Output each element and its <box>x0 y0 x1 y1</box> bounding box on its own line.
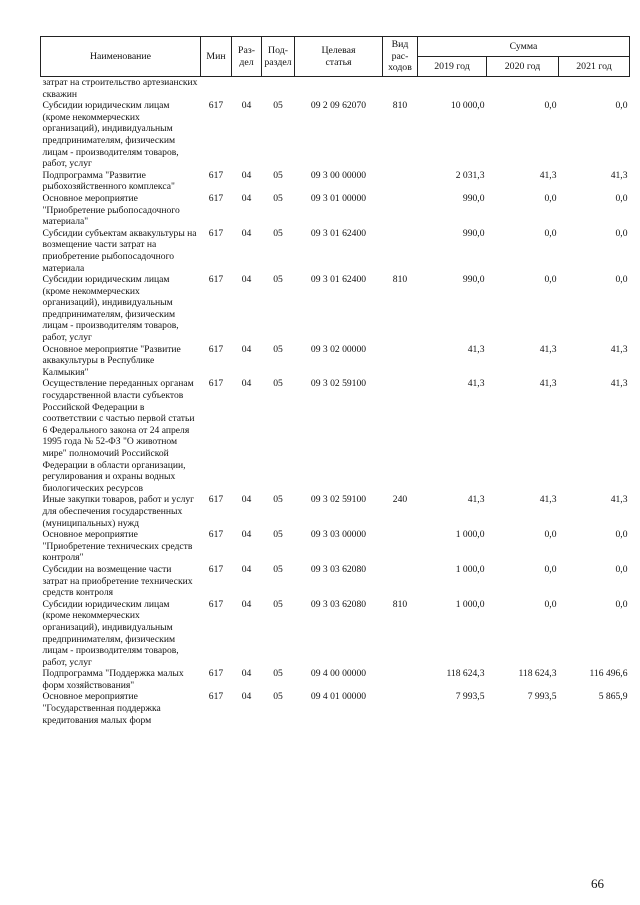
table-row <box>41 529 630 564</box>
row-razdel: 04 <box>241 100 252 112</box>
header-summa: Сумма <box>418 37 630 57</box>
row-2021: 0,0 <box>615 529 628 541</box>
row-min: 617 <box>208 691 224 703</box>
row-2019: 41,3 <box>467 343 485 355</box>
row-razdel: 04 <box>241 494 252 506</box>
row-name: Основное мероприятие "Государственная поддержка кредитования малых форм <box>42 691 161 726</box>
row-2020: 41,3 <box>539 494 557 506</box>
row-razdel: 04 <box>241 192 252 204</box>
row-podrazdel: 05 <box>273 691 283 703</box>
table-row <box>41 378 630 494</box>
row-vid: 810 <box>392 274 408 286</box>
row-target: 09 4 01 00000 <box>310 691 367 703</box>
row-target: 09 4 00 00000 <box>310 668 367 680</box>
row-target: 09 3 01 62400 <box>310 227 367 239</box>
row-2019: 990,0 <box>462 192 485 204</box>
row-2019: 41,3 <box>467 378 485 390</box>
row-2019: 118 624,3 <box>446 668 485 680</box>
row-name: затрат на строительство артезианских скважин <box>42 77 198 100</box>
row-2019: 10 000,0 <box>450 100 485 112</box>
row-target: 09 3 03 62080 <box>310 598 367 610</box>
row-2021: 0,0 <box>615 192 628 204</box>
table-row <box>41 344 630 379</box>
row-podrazdel: 05 <box>273 378 283 390</box>
header-2019: 2019 год <box>418 57 487 77</box>
row-name: Подпрограмма "Поддержка малых форм хозяйствования" <box>42 668 184 691</box>
row-podrazdel: 05 <box>273 494 283 506</box>
row-min: 617 <box>208 169 224 181</box>
table-row <box>41 100 630 170</box>
table-row <box>41 668 630 691</box>
row-podrazdel: 05 <box>273 274 283 286</box>
row-2021: 5 865,9 <box>598 691 628 703</box>
row-vid <box>383 378 418 494</box>
row-2019: 990,0 <box>462 274 485 286</box>
row-vid: 810 <box>392 100 408 112</box>
row-target: 09 3 03 00000 <box>310 529 367 541</box>
row-razdel: 04 <box>241 274 252 286</box>
row-name: Иные закупки товаров, работ и услуг для обеспечения государственных (муниципальных) нужд <box>42 494 195 529</box>
row-razdel: 04 <box>241 691 252 703</box>
row-2019 <box>418 77 487 101</box>
row-2020 <box>487 77 559 101</box>
row-podrazdel: 05 <box>273 169 283 181</box>
header-vid: Вид рас- ходов <box>383 37 418 77</box>
row-vid <box>383 77 418 101</box>
row-target: 09 3 01 00000 <box>310 192 367 204</box>
row-name: Основное мероприятие "Приобретение технических средств контроля" <box>42 529 193 564</box>
header-2020: 2020 год <box>487 57 559 77</box>
row-2021: 0,0 <box>615 274 628 286</box>
row-vid <box>383 691 418 726</box>
row-2020: 0,0 <box>544 227 557 239</box>
row-vid: 810 <box>392 598 408 610</box>
row-target: 09 3 03 62080 <box>310 563 367 575</box>
row-min: 617 <box>208 100 224 112</box>
row-name: Субсидии юридическим лицам (кроме некоммерческих организаций), индивидуальным предпринимателям, физическим лицам - производителям товаров, работ, услуг <box>42 598 179 668</box>
row-min <box>201 77 232 101</box>
header-min: Мин <box>201 37 232 77</box>
row-2019: 2 031,3 <box>455 169 485 181</box>
row-2020: 0,0 <box>544 100 557 112</box>
row-vid <box>383 228 418 274</box>
row-2019: 990,0 <box>462 227 485 239</box>
row-2020: 41,3 <box>539 343 557 355</box>
row-podrazdel: 05 <box>273 598 283 610</box>
row-vid <box>383 193 418 228</box>
row-target: 09 3 00 00000 <box>310 169 367 181</box>
table-row <box>41 170 630 193</box>
row-min: 617 <box>208 494 224 506</box>
header-target: Целевая статья <box>295 37 383 77</box>
row-2019: 41,3 <box>467 494 485 506</box>
row-podrazdel: 05 <box>273 227 283 239</box>
row-target: 09 3 02 59100 <box>310 494 367 506</box>
page-number: 66 <box>591 876 604 891</box>
row-target: 09 3 02 00000 <box>310 343 367 355</box>
row-razdel: 04 <box>241 227 252 239</box>
row-2020: 7 993,5 <box>527 691 557 703</box>
row-podrazdel: 05 <box>273 668 283 680</box>
table-row <box>41 564 630 599</box>
row-2021 <box>559 77 630 101</box>
budget-table <box>40 36 630 726</box>
header-podrazdel: Под- раздел <box>262 37 295 77</box>
row-2021: 116 496,6 <box>589 668 628 680</box>
table-row <box>41 193 630 228</box>
row-name: Основное мероприятие "Развитие аквакультуры в Республике Калмыкия" <box>42 343 181 378</box>
header-2021: 2021 год <box>559 57 630 77</box>
row-podrazdel: 05 <box>273 563 283 575</box>
table-row <box>41 599 630 669</box>
row-podrazdel: 05 <box>273 192 283 204</box>
table-row <box>41 77 630 101</box>
row-min: 617 <box>208 668 224 680</box>
row-min: 617 <box>208 227 224 239</box>
row-2021: 41,3 <box>610 378 628 390</box>
row-min: 617 <box>208 192 224 204</box>
row-2020: 41,3 <box>539 169 557 181</box>
row-podrazdel: 05 <box>273 100 283 112</box>
row-name: Субсидии на возмещение части затрат на приобретение технических средств контроля <box>42 563 193 599</box>
row-target: 09 2 09 62070 <box>310 100 367 112</box>
row-2020: 0,0 <box>544 274 557 286</box>
row-2020: 0,0 <box>544 598 557 610</box>
row-min: 617 <box>208 378 224 390</box>
row-2020: 0,0 <box>544 192 557 204</box>
row-vid <box>383 344 418 379</box>
table-row <box>41 494 630 529</box>
table-header <box>41 37 630 77</box>
row-name: Субсидии юридическим лицам (кроме некоммерческих организаций), индивидуальным предпринимателям, физическим лицам - производителям товаров, работ, услуг <box>42 274 179 344</box>
row-min: 617 <box>208 274 224 286</box>
row-2021: 41,3 <box>610 169 628 181</box>
row-razdel: 04 <box>241 169 252 181</box>
row-vid <box>383 170 418 193</box>
row-name: Основное мероприятие "Приобретение рыбопосадочного материала" <box>42 192 180 228</box>
table-row <box>41 691 630 726</box>
row-min: 617 <box>208 529 224 541</box>
row-2021: 0,0 <box>615 227 628 239</box>
row-2020: 41,3 <box>539 378 557 390</box>
row-vid <box>383 668 418 691</box>
row-podrazdel <box>262 77 295 101</box>
row-razdel: 04 <box>241 563 252 575</box>
row-2019: 7 993,5 <box>455 691 485 703</box>
row-razdel <box>232 77 262 101</box>
row-name: Субсидии юридическим лицам (кроме некоммерческих организаций), индивидуальным предпринимателям, физическим лицам - производителям товаров, работ, услуг <box>42 100 179 170</box>
row-min: 617 <box>208 343 224 355</box>
row-name: Субсидии субъектам аквакультуры на возмещение части затрат на приобретение рыбопосадочного материала <box>42 227 197 274</box>
header-razdel: Раз- дел <box>232 37 262 77</box>
row-razdel: 04 <box>241 668 252 680</box>
row-target: 09 3 02 59100 <box>310 378 367 390</box>
row-2021: 0,0 <box>615 100 628 112</box>
row-podrazdel: 05 <box>273 343 283 355</box>
row-2021: 41,3 <box>610 343 628 355</box>
header-name: Наименование <box>41 37 201 77</box>
row-2019: 1 000,0 <box>455 563 485 575</box>
row-razdel: 04 <box>241 343 252 355</box>
row-2020: 0,0 <box>544 529 557 541</box>
row-target: 09 3 01 62400 <box>310 274 367 286</box>
row-2021: 41,3 <box>610 494 628 506</box>
row-razdel: 04 <box>241 378 252 390</box>
table-row <box>41 228 630 274</box>
row-2020: 0,0 <box>544 563 557 575</box>
table-row <box>41 274 630 344</box>
row-min: 617 <box>208 563 224 575</box>
row-podrazdel: 05 <box>273 529 283 541</box>
row-min: 617 <box>208 598 224 610</box>
row-razdel: 04 <box>241 598 252 610</box>
row-target <box>295 77 383 101</box>
row-2019: 1 000,0 <box>455 529 485 541</box>
row-vid: 240 <box>392 494 408 506</box>
row-2021: 0,0 <box>615 598 628 610</box>
row-name: Осуществление переданных органам государственной власти субъектов Российской Федерации в соответствии с частью первой статьи 6 Федерального закона от 24 апреля 1995 года № 52-ФЗ "О животном мире" полномочий Российской Федерации в области организации, регулирования и охраны водных биологических ресурсов <box>42 378 195 494</box>
row-razdel: 04 <box>241 529 252 541</box>
row-vid <box>383 529 418 564</box>
row-2021: 0,0 <box>615 563 628 575</box>
row-name: Подпрограмма "Развитие рыбохозяйственного комплекса" <box>42 169 175 193</box>
row-2020: 118 624,3 <box>518 668 557 680</box>
row-2019: 1 000,0 <box>455 598 485 610</box>
table-body <box>41 77 630 727</box>
row-vid <box>383 564 418 599</box>
